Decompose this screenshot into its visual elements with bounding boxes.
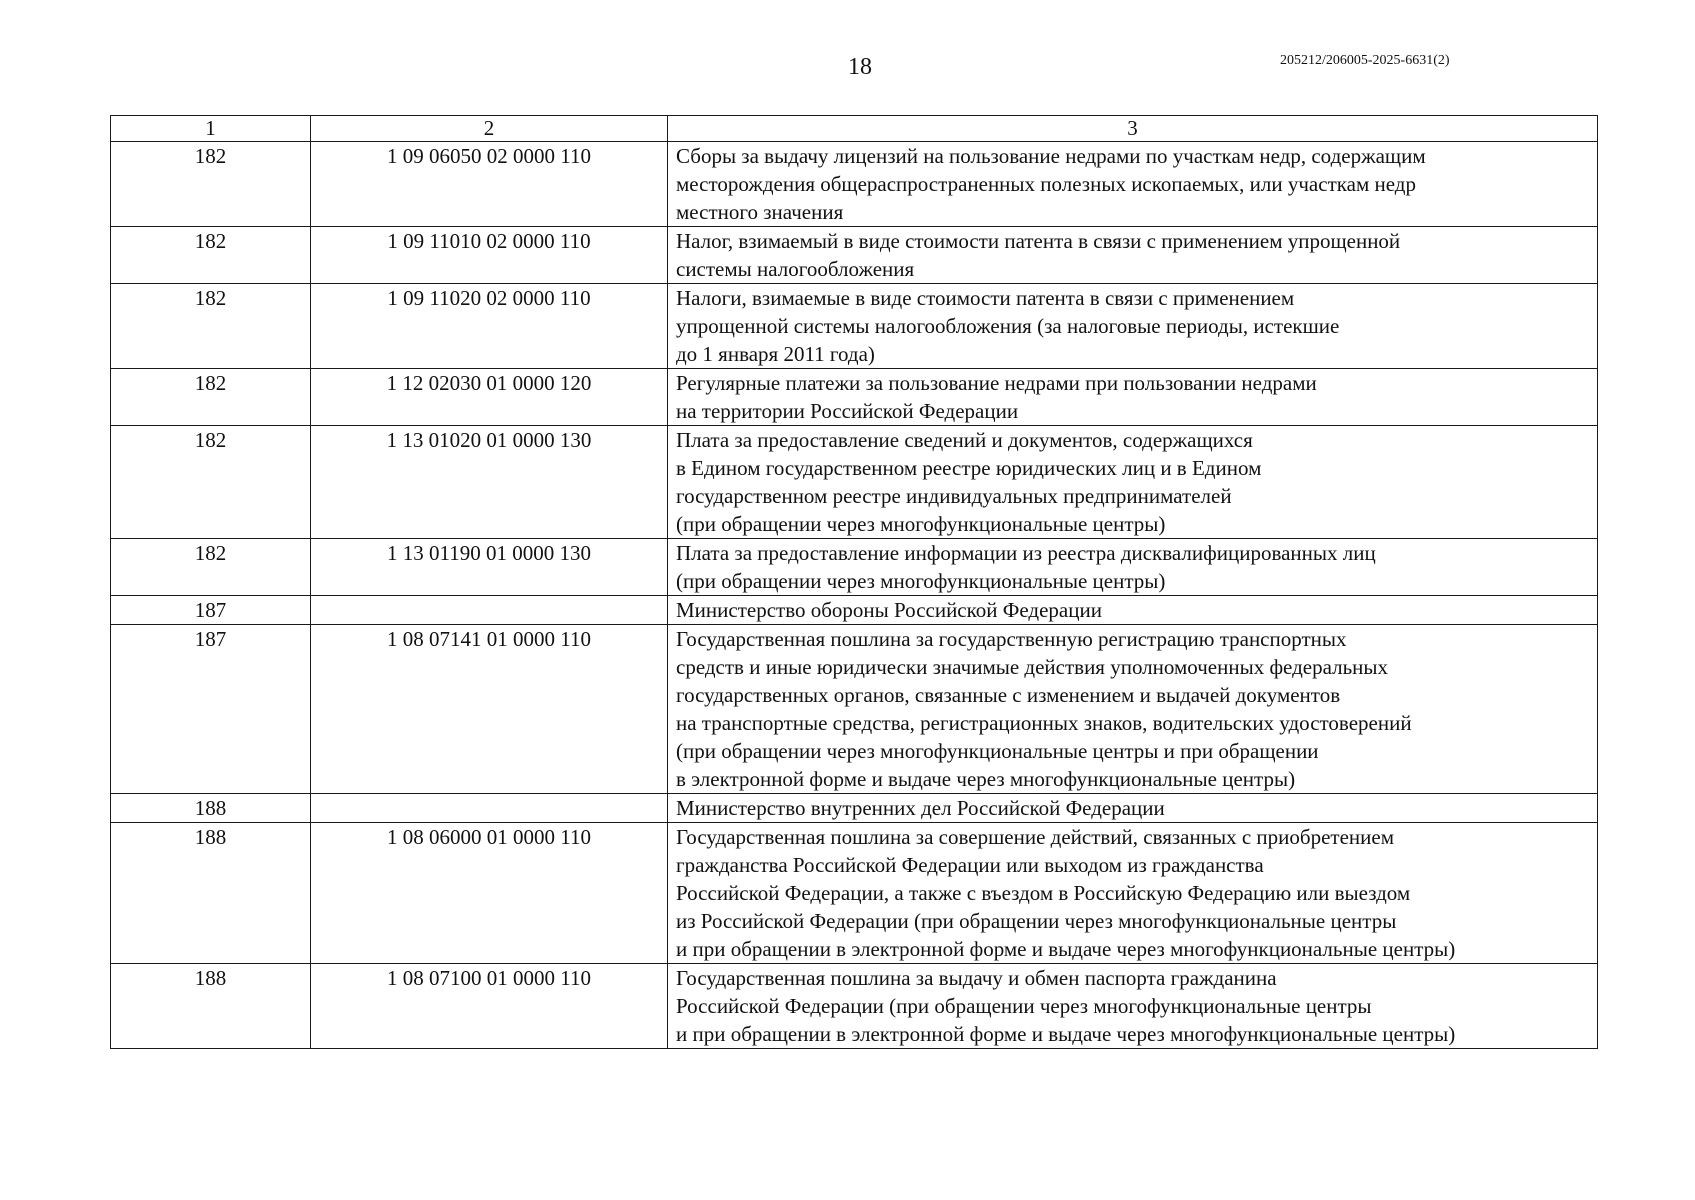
table-row (111, 227, 1598, 284)
budget-classification-code-cell (311, 794, 668, 823)
budget-classification-code-cell: 1 13 01190 01 0000 130 (311, 539, 668, 596)
budget-classification-code-cell (311, 596, 668, 625)
admin-code-cell: 182 (111, 227, 311, 284)
budget-classification-code-cell: 1 09 11010 02 0000 110 (311, 227, 668, 284)
column-header-3: 3 (668, 116, 1598, 142)
document-reference-number: 205212/206005-2025-6631(2) (1280, 53, 1450, 68)
admin-code-cell: 182 (111, 284, 311, 369)
budget-classification-code-cell: 1 08 07100 01 0000 110 (311, 964, 668, 1049)
revenue-name-cell: Министерство обороны Российской Федерации (668, 596, 1598, 625)
admin-code-cell: 187 (111, 596, 311, 625)
revenue-name-cell: Сборы за выдачу лицензий на пользование недрами по участкам недр, содержащим месторождения общераспространенных полезных ископаемых, или участкам недр местного значения (668, 142, 1598, 227)
table-row (111, 625, 1598, 794)
column-header-2: 2 (311, 116, 668, 142)
admin-code-cell: 188 (111, 794, 311, 823)
admin-code-cell: 182 (111, 426, 311, 539)
table-row (111, 539, 1598, 596)
table-row (111, 596, 1598, 625)
table-row (111, 794, 1598, 823)
table-row (111, 369, 1598, 426)
admin-code-cell: 182 (111, 142, 311, 227)
budget-classification-code-cell: 1 09 06050 02 0000 110 (311, 142, 668, 227)
revenue-name-cell: Налог, взимаемый в виде стоимости патента в связи с применением упрощенной системы налогообложения (668, 227, 1598, 284)
column-header-1: 1 (111, 116, 311, 142)
revenue-name-cell: Государственная пошлина за совершение действий, связанных с приобретением гражданства Российской Федерации или выходом из гражданства Российской Федерации, а также с въездом в Российскую Федерацию или выездом из Российской Федерации (при обращении через многофункциональные центры и при обращении в электронной форме и выдаче через многофункциональные центры) (668, 823, 1598, 964)
budget-classification-code-cell: 1 09 11020 02 0000 110 (311, 284, 668, 369)
admin-code-cell: 188 (111, 823, 311, 964)
table-row (111, 142, 1598, 227)
admin-code-cell: 182 (111, 539, 311, 596)
table-row (111, 426, 1598, 539)
revenue-name-cell: Государственная пошлина за государственную регистрацию транспортных средств и иные юридически значимые действия уполномоченных федеральных государственных органов, связанные с изменением и выдачей документов на транспортные средства, регистрационных знаков, водительских удостоверений (при обращении через многофункциональные центры и при обращении в электронной форме и выдаче через многофункциональные центры) (668, 625, 1598, 794)
revenue-name-cell: Регулярные платежи за пользование недрами при пользовании недрами на территории Российской Федерации (668, 369, 1598, 426)
revenue-name-cell: Министерство внутренних дел Российской Федерации (668, 794, 1598, 823)
revenue-codes-table (110, 115, 1598, 1049)
budget-classification-code-cell: 1 13 01020 01 0000 130 (311, 426, 668, 539)
budget-classification-code-cell: 1 12 02030 01 0000 120 (311, 369, 668, 426)
table-header-row (111, 116, 1598, 142)
admin-code-cell: 187 (111, 625, 311, 794)
budget-classification-code-cell: 1 08 06000 01 0000 110 (311, 823, 668, 964)
revenue-name-cell: Плата за предоставление сведений и документов, содержащихся в Едином государственном реестре юридических лиц и в Едином государственном реестре индивидуальных предпринимателей (при обращении через многофункциональные центры) (668, 426, 1598, 539)
revenue-name-cell: Государственная пошлина за выдачу и обмен паспорта гражданина Российской Федерации (при обращении через многофункциональные центры и при обращении в электронной форме и выдаче через многофункциональные центры) (668, 964, 1598, 1049)
table-row (111, 284, 1598, 369)
page-number: 18 (848, 54, 872, 80)
admin-code-cell: 182 (111, 369, 311, 426)
budget-classification-code-cell: 1 08 07141 01 0000 110 (311, 625, 668, 794)
revenue-name-cell: Налоги, взимаемые в виде стоимости патента в связи с применением упрощенной системы налогообложения (за налоговые периоды, истекшие до 1 января 2011 года) (668, 284, 1598, 369)
table-row (111, 964, 1598, 1049)
revenue-name-cell: Плата за предоставление информации из реестра дисквалифицированных лиц (при обращении через многофункциональные центры) (668, 539, 1598, 596)
table-row (111, 823, 1598, 964)
admin-code-cell: 188 (111, 964, 311, 1049)
